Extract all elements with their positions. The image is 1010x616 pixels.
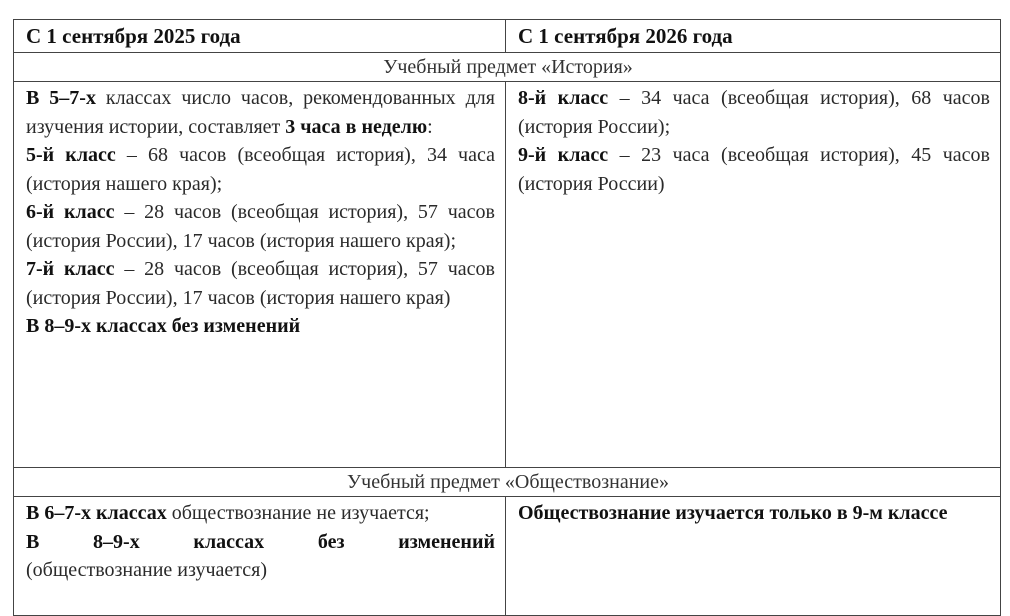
social-grades-6-7-text: обществознание не изучается; (166, 502, 430, 524)
history-intro-hours: 3 часа в неделю (285, 115, 428, 138)
history-subject-row (14, 53, 1001, 82)
grade-7-label: 7-й класс (26, 258, 115, 280)
grade-9-text: – 23 часа (всеобщая история), 45 часов (история России) (518, 144, 990, 195)
social-grades-6-7-label: В 6–7-х классах (26, 502, 167, 524)
history-intro-classes: В 5–7-х (26, 87, 96, 109)
history-subject-title: Учебный предмет «История» (14, 53, 1001, 82)
social-left-cell (14, 497, 506, 616)
social-grade-9-only (518, 499, 990, 528)
social-content-row (14, 497, 1001, 616)
grade-8-text: – 34 часа (всеобщая история), 68 часов (история России); (518, 87, 990, 138)
grade-9-label: 9-й класс (518, 144, 609, 166)
history-grade-7 (26, 255, 495, 312)
grade-8-9-note: В 8–9-х классах без изменений (26, 315, 301, 337)
history-grade-8 (518, 84, 990, 141)
grade-5-text: – 68 часов (всеобщая история), 34 часа (история нашего края); (26, 144, 495, 195)
grade-8-label: 8-й класс (518, 87, 609, 109)
grade-7-text: – 28 часов (всеобщая история), 57 часов (история России), 17 часов (история нашего края) (26, 258, 495, 309)
history-intro (26, 84, 495, 141)
social-grades-6-7 (26, 499, 495, 528)
social-grades-8-9-note: (обществознание изучается) (26, 559, 268, 581)
header-row (14, 20, 1001, 53)
history-intro-text: классах число часов, рекомендованных для изучения истории, составляет (26, 87, 495, 138)
social-subject-row (14, 468, 1001, 497)
social-grades-8-9-label: В 8–9-х классах без изменений (26, 530, 495, 553)
header-left-cell: С 1 сентября 2025 года (14, 20, 506, 53)
grade-6-label: 6-й класс (26, 201, 115, 223)
grade-5-label: 5-й класс (26, 144, 116, 166)
history-grade-9 (518, 141, 990, 198)
social-right-cell (506, 497, 1001, 616)
history-left-cell (14, 82, 506, 468)
comparison-table (13, 19, 1001, 616)
social-subject-title: Учебный предмет «Обществознание» (14, 468, 1001, 497)
header-right-cell: С 1 сентября 2026 года (506, 20, 1001, 53)
history-grade-5 (26, 141, 495, 198)
history-content-row (14, 82, 1001, 468)
social-grade-9-only-text: Обществознание изучается только в 9-м классе (518, 502, 948, 524)
history-intro-end: : (427, 115, 433, 138)
history-right-cell (506, 82, 1001, 468)
grade-6-text: – 28 часов (всеобщая история), 57 часов (история России), 17 часов (история нашего края); (26, 201, 495, 252)
history-grade-8-9 (26, 312, 495, 341)
social-grades-8-9 (26, 528, 495, 557)
history-grade-6 (26, 198, 495, 255)
